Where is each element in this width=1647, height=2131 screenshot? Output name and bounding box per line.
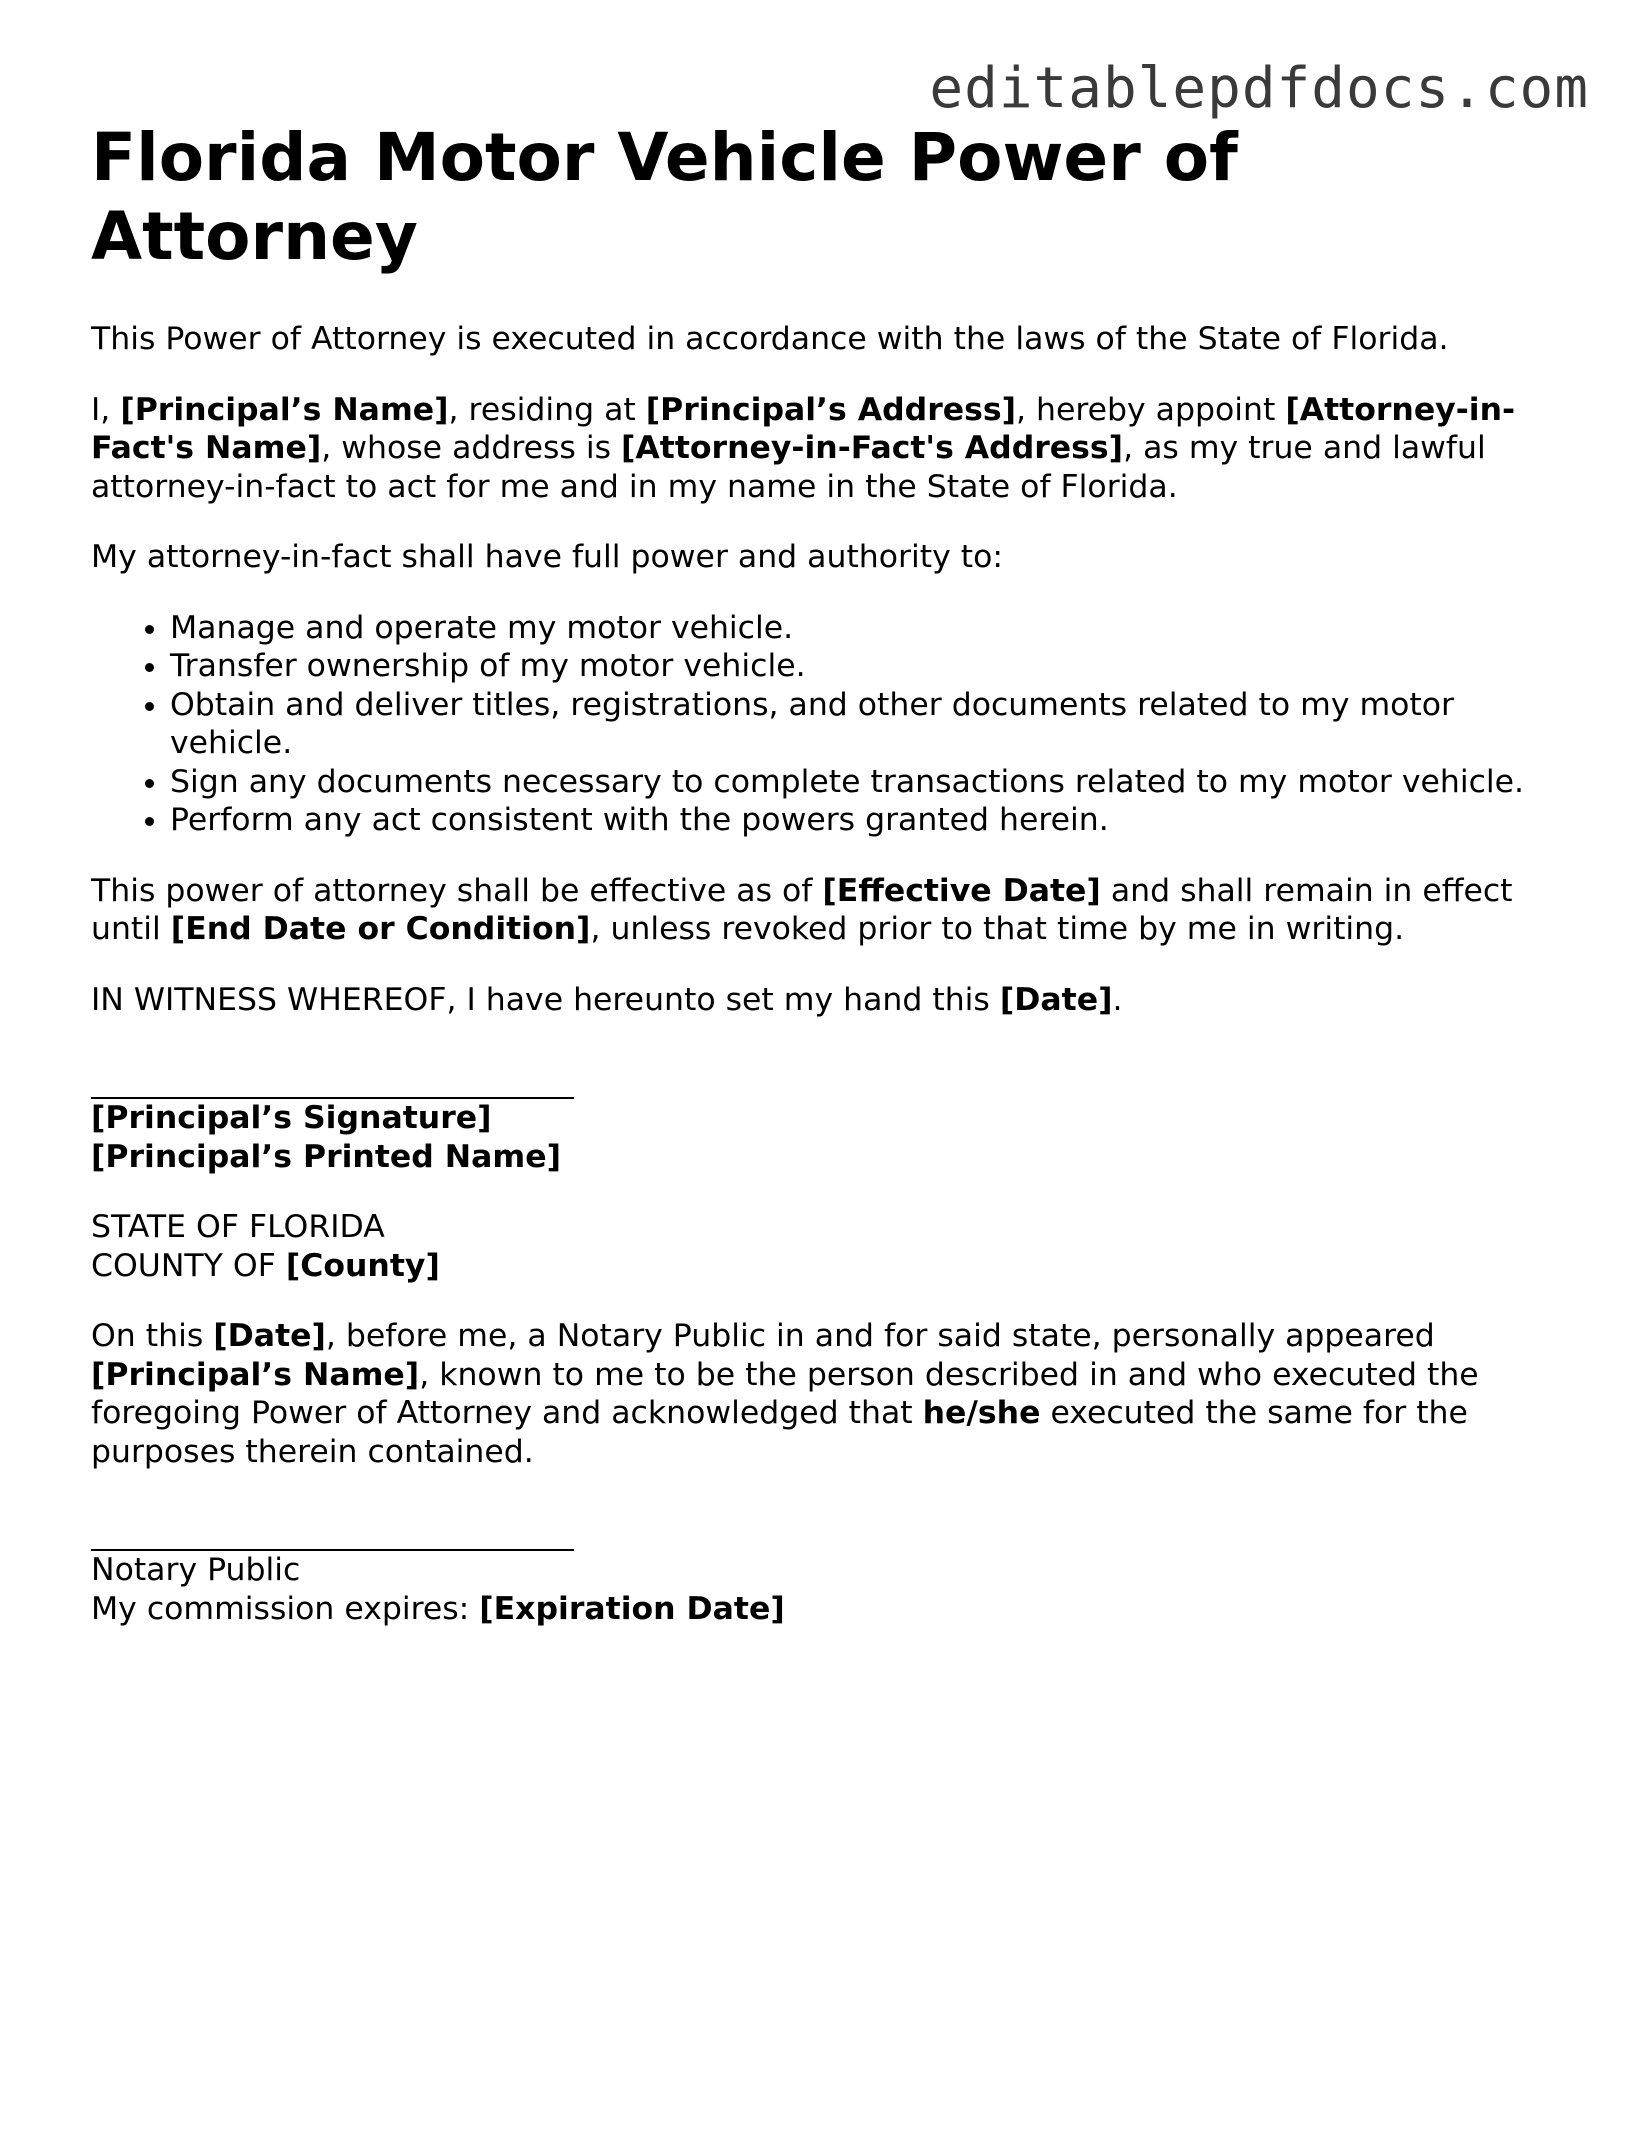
witness-text-2: . [1112, 981, 1123, 1018]
venue-county-label: COUNTY OF [91, 1247, 286, 1284]
commission-line [91, 1590, 1561, 1629]
effective-text-1: This power of attorney shall be effective as of [91, 872, 823, 909]
notary-text-2: , before me, a Notary Public in and for said state, personally appeared [325, 1318, 1435, 1354]
notary-text-1: On this [91, 1318, 214, 1354]
effective-date-field: [Effective Date] [822, 872, 1101, 909]
pronoun-field: he/she [922, 1395, 1041, 1431]
document-page [91, 118, 1561, 1660]
notary-statement [91, 1317, 1561, 1471]
appointment-text-3: , hereby appoint [1016, 391, 1286, 428]
principal-name-field: [Principal’s Name] [120, 391, 449, 428]
appointment-text-4: , whose address is [321, 430, 622, 466]
appointment-text-2: , residing at [448, 391, 646, 428]
notary-public-label: Notary Public [91, 1552, 301, 1588]
list-item: • Sign any documents necessary to complete transactions related to my motor vehicle. [170, 763, 1561, 802]
witness-paragraph [91, 981, 1561, 1020]
notary-text-4: executed the same for the purposes therein contained. [91, 1395, 1468, 1470]
principal-signature-field: [Principal’s Signature] [91, 1100, 492, 1136]
county-field: [County] [285, 1247, 440, 1284]
watermark: editablepdfdocs.com [929, 56, 1589, 121]
expiration-date-field: [Expiration Date] [479, 1590, 785, 1627]
venue-state: STATE OF FLORIDA [91, 1209, 385, 1245]
list-item: • Perform any act consistent with the powers granted herein. [170, 801, 1561, 840]
notary-text-3: , known to me to be the person described in and who executed the foregoing Power of Attorney and acknowledged that [91, 1356, 1479, 1431]
powers-intro: My attorney-in-fact shall have full power and authority to: [91, 539, 1003, 575]
powers-list [91, 609, 1561, 840]
venue-block [91, 1208, 1561, 1285]
list-item: • Obtain and deliver titles, registrations, and other documents related to my motor vehicle. [170, 686, 1561, 763]
principal-signature-block [91, 1051, 1561, 1176]
witness-text-1: IN WITNESS WHEREOF, I have hereunto set my hand this [91, 981, 1000, 1018]
appointment-paragraph [91, 391, 1561, 507]
principal-signature-line[interactable] [91, 1051, 574, 1099]
document-title: Florida Motor Vehicle Power of Attorney [91, 119, 1238, 275]
effective-text-2: and shall remain in effect until [91, 872, 1513, 947]
notary-signature-line[interactable] [91, 1503, 574, 1551]
appointment-text-1: I, [91, 391, 121, 428]
intro-paragraph: This Power of Attorney is executed in accordance with the laws of the State of Florida. [91, 321, 1449, 357]
witness-date-field: [Date] [999, 981, 1113, 1018]
principal-address-field: [Principal’s Address] [645, 391, 1017, 428]
notary-signature-block [91, 1503, 1561, 1628]
attorney-address-field: [Attorney-in-Fact's Address] [621, 430, 1124, 466]
end-date-field: [End Date or Condition] [170, 911, 591, 947]
effective-paragraph [91, 872, 1561, 949]
commission-label: My commission expires: [91, 1590, 480, 1627]
list-item: • Transfer ownership of my motor vehicle. [170, 647, 1561, 686]
effective-text-3: , unless revoked prior to that time by me in writing. [590, 911, 1405, 947]
appointment-text-5: , as my true and lawful attorney-in-fact to act for me and in my name in the State of Florida. [91, 430, 1486, 505]
notary-date-field: [Date] [213, 1318, 326, 1354]
attorney-name-field: [Attorney-in-Fact's Name] [91, 391, 1516, 466]
notary-principal-name-field: [Principal’s Name] [91, 1356, 420, 1393]
principal-printed-name-field: [Principal’s Printed Name] [91, 1138, 561, 1175]
list-item: • Manage and operate my motor vehicle. [170, 609, 1561, 648]
